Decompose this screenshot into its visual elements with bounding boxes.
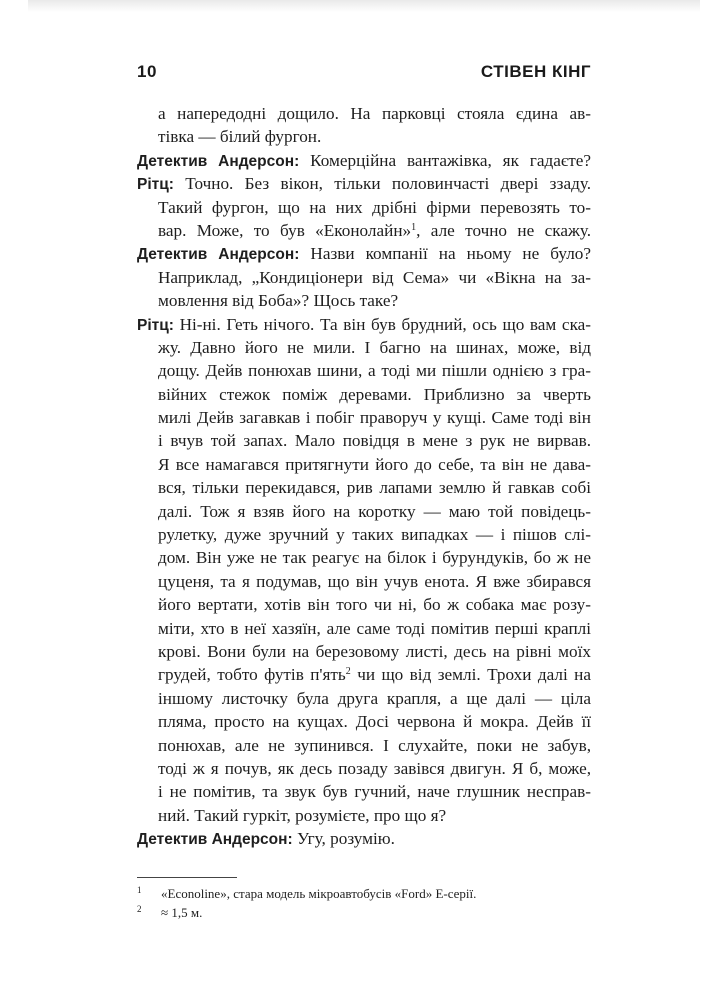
footnote: [137, 884, 591, 903]
running-header: [137, 62, 591, 86]
footnote-mark: 2: [137, 904, 142, 914]
text-line: крові. Вони були на березовому листі, десь на рівні моїх: [158, 641, 591, 661]
text-line: іншому листочку була друга крапля, а ще далі — ціла: [158, 688, 591, 708]
text-line: жу. Давно його не мили. І багно на шинах, може, від: [158, 337, 591, 357]
speaker-label: Детектив Андерсон:: [137, 831, 293, 849]
text-line: Наприклад, „Кондиціонери від Сема» чи «Вікна на за-: [158, 267, 591, 287]
text-line: грудей, тобто футів п'ять$^2$ чи що від землі. Трохи далі на: [158, 665, 591, 685]
page-top-shadow: [28, 0, 700, 12]
text-line: дощу. Дейв понюхав шини, а тоді ми пішли однією з гра-: [158, 361, 591, 381]
text-line: і не помітив, та звук був гучний, наче глушник несправ-: [158, 782, 591, 802]
footnote-divider: [137, 877, 237, 878]
running-head-author: СТІВЕН КІНГ: [480, 62, 591, 81]
text-line: тівка — білий фургон.: [158, 127, 322, 147]
dialogue-line: Детектив Андерсон: Угу, розумію.: [137, 829, 395, 849]
footnotes: [137, 884, 591, 922]
speaker-label: Детектив Андерсон:: [137, 152, 300, 170]
speaker-label: Детектив Андерсон:: [137, 246, 300, 264]
text-line: милі Дейв загавкав і побіг праворуч у кущі. Саме тоді він: [158, 408, 591, 428]
text-line: дом. Він уже не так реагує на білок і бурундуків, бо ж не: [158, 548, 591, 568]
dialogue-line: Детектив Андерсон: Комерційна вантажівка, як гадаєте?: [137, 150, 591, 170]
text-line: цуценя, та я подумав, що він учув енота. Я вже збирався: [158, 571, 591, 591]
text-line: рулетку, дуже зручний у таких випадках — і пішов слі-: [158, 525, 591, 545]
page-number: 10: [137, 62, 157, 81]
text-line: ний. Такий гуркіт, розумієте, про що я?: [158, 805, 447, 825]
dialogue-line: Рітц: Точно. Без вікон, тільки половинчасті двері ззаду.: [137, 174, 591, 194]
text-line: понюхав, але не зупинився. І слухайте, поки не забув,: [158, 735, 591, 755]
footnote-mark: 1: [137, 885, 142, 895]
dialogue-line: Рітц: Ні-ні. Геть нічого. Та він був брудний, ось що вам ска-: [137, 314, 591, 334]
text-line: мовлення від Боба»? Щось таке?: [158, 291, 399, 311]
footnote-ref[interactable]: 2: [345, 666, 351, 678]
text-line: Такий фургон, що на них дрібні фірми перевозять то-: [158, 197, 591, 217]
footnote-text: ≈ 1,5 м.: [161, 905, 203, 920]
text-line: пляма, просто на кущах. Досі червона й мокра. Дейв її: [158, 712, 591, 732]
text-line: міти, хто в неї хазяїн, але саме тоді помітив перші краплі: [158, 618, 591, 638]
dialogue-line: Детектив Андерсон: Назви компанії на ньому не було?: [137, 244, 591, 264]
text-line: Я все намагався притягнути його до себе, та він не дава-: [158, 454, 591, 474]
speaker-label: Рітц:: [137, 316, 174, 334]
text-line: а напередодні дощило. На парковці стояла єдина ав-: [158, 104, 591, 123]
text-line: вся, тільки перекидався, рив лапами землю й гавкав собі: [158, 478, 591, 498]
footnote-text: «Econoline», стара модель мікроавтобусів «Ford» E-серії.: [161, 886, 477, 901]
text-line: і вчув той запах. Мало повідця в мене з рук не вирвав.: [158, 431, 591, 451]
footnote-ref[interactable]: 1: [411, 221, 417, 233]
text-line: його вертати, хотів він того чи ні, бо ж собака має розу-: [158, 595, 591, 615]
text-line: вар. Може, то був «Еконолайн»$^1$, але точно не скажу.: [158, 220, 591, 240]
text-line: війних стежок поміж деревами. Приблизно за чверть: [158, 384, 591, 404]
speaker-label: Рітц:: [137, 176, 174, 194]
text-line: далі. Тож я взяв його на коротку — маю той повідець-: [158, 501, 591, 521]
page-body: [137, 102, 591, 851]
footnote: [137, 903, 591, 922]
text-line: тоді ж я почув, як десь позаду завівся двигун. Я б, може,: [158, 758, 591, 778]
